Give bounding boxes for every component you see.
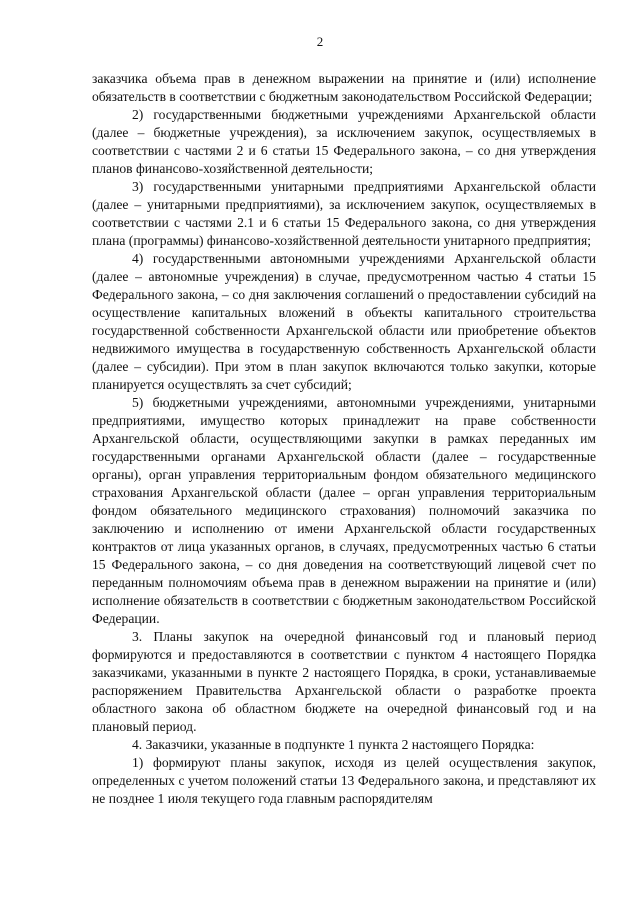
paragraph-clause-4: 4. Заказчики, указанные в подпункте 1 пункта 2 настоящего Порядка:	[132, 737, 535, 752]
paragraph-item-3: 3) государственными унитарными предприятиями Архангельской области (далее – унитарными предприятиями), за исключением закупок, осуществляемых в соответствии с частями 2.1 и 6 статьи 15 Федерального закона, со дня утверждения плана (программы) финансово-хозяйственной деятельности унитарного предприятия;	[92, 179, 596, 248]
document-body	[92, 70, 596, 808]
page-number: 2	[316, 34, 324, 49]
paragraph-clause-4-item-1: 1) формируют планы закупок, исходя из целей осуществления закупок, определенных с учетом положений статьи 13 Федерального закона, и представляют их не позднее 1 июля текущего года главным распорядителям	[92, 755, 596, 806]
paragraph-continuation: заказчика объема прав в денежном выражении на принятие и (или) исполнение обязательств в соответствии с бюджетным законодательством Российской Федерации;	[92, 71, 596, 104]
paragraph-item-2: 2) государственными бюджетными учреждениями Архангельской области (далее – бюджетные учреждения), за исключением закупок, осуществляемых в соответствии с частями 2 и 6 статьи 15 Федерального закона, – со дня утверждения планов финансово-хозяйственной деятельности;	[92, 107, 596, 176]
paragraph-clause-3: 3. Планы закупок на очередной финансовый год и плановый период формируются и предоставляются в соответствии с пунктом 4 настоящего Порядка заказчиками, указанными в пункте 2 настоящего Порядка, в сроки, устанавливаемые распоряжением Правительства Архангельской области о разработке проекта областного закона об областном бюджете на очередной финансовый год и на плановый период.	[92, 629, 596, 734]
paragraph-item-4: 4) государственными автономными учреждениями Архангельской области (далее – автономные учреждения) в случае, предусмотренном частью 4 статьи 15 Федерального закона, – со дня заключения соглашений о предоставлении субсидий на осуществление капитальных вложений в объекты капитального строительства государственной собственности Архангельской области или приобретение объектов недвижимого имущества в государственную собственность Архангельской области (далее – субсидии). При этом в план закупок включаются только закупки, которые планируется осуществлять за счет субсидий;	[92, 251, 596, 392]
paragraph-item-5: 5) бюджетными учреждениями, автономными учреждениями, унитарными предприятиями, имущество которых принадлежит на праве собственности Архангельской области, осуществляющими закупки в рамках переданных им государственными органами Архангельской области (далее – государственные органы), орган управления территориальным фондом обязательного медицинского страхования Архангельской области (далее – орган управления территориальным фондом обязательного медицинского страхования) полномочий заказчика по заключению и исполнению от имени Архангельской области государственных контрактов от лица указанных органов, в случаях, предусмотренных частью 6 статьи 15 Федерального закона, – со дня доведения на соответствующий лицевой счет по переданным полномочиям объема прав в денежном выражении на принятие и (или) исполнение обязательств в соответствии с бюджетным законодательством Российской Федерации.	[92, 395, 596, 626]
